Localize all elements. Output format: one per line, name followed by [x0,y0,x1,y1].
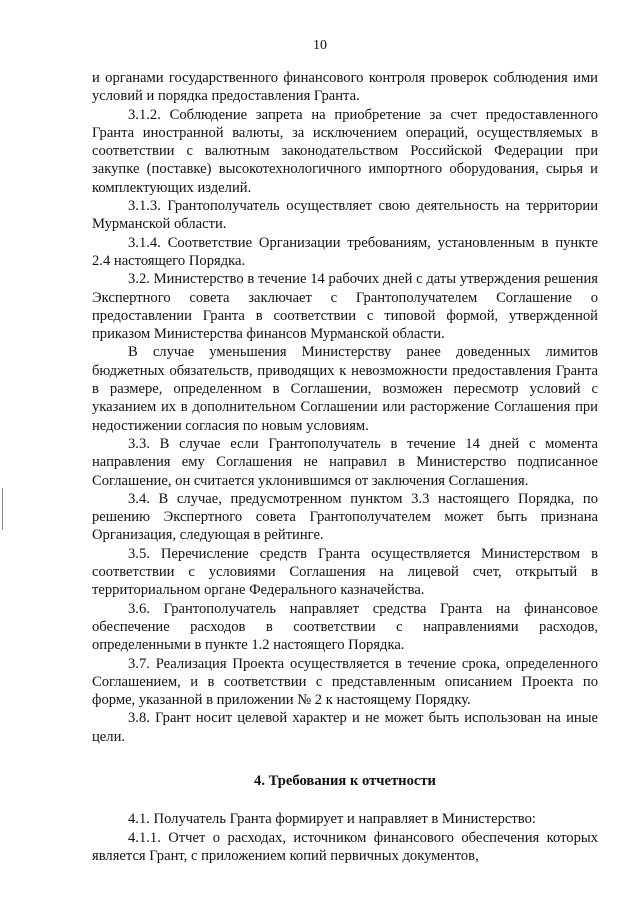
paragraph-4-1: 4.1. Получатель Гранта формирует и направляет в Министерство: [128,811,536,828]
paragraph-3-5: 3.5. Перечисление средств Гранта осуществляется Министерством в соответствии с условиями Соглашения на лицевой счет, открытый в территориальном органе Федерального казначейства. [92,545,598,599]
paragraph-continuation: и органами государственного финансового контроля проверок соблюдения ими условий и порядка предоставления Гранта. [92,70,598,105]
paragraph-3-1-3: 3.1.3. Грантополучатель осуществляет свою деятельность на территории Мурманской области. [92,198,598,233]
paragraph-3-2: 3.2. Министерство в течение 14 рабочих дней с даты утверждения решения Экспертного совета заключает с Грантополучателем Соглашение о предоставлении Гранта в соответствии с типовой формой, утвержденной приказом Министерства финансов Мурманской области. [92,271,598,343]
scan-edge-mark [2,488,3,530]
document-body [92,69,598,865]
paragraph-3-8: 3.8. Грант носит целевой характер и не может быть использован на иные цели. [92,710,598,745]
paragraph-3-3: 3.3. В случае если Грантополучатель в течение 14 дней с момента направления ему Соглашения не направил в Министерство подписанное Соглашение, он считается уклонившимся от заключения Соглашения. [92,435,598,489]
paragraph-3-4: 3.4. В случае, предусмотренном пунктом 3.3 настоящего Порядка, по решению Экспертного совета Грантополучателем может быть признана Организация, следующая в рейтинге. [92,490,598,544]
page-number: 10 [313,38,327,53]
paragraph-3-7: 3.7. Реализация Проекта осуществляется в течение срока, определенного Соглашением, и в соответствии с представленным описанием Проекта по форме, указанной в приложении № 2 к настоящему Порядку. [92,655,598,709]
paragraph-4-1-1: 4.1.1. Отчет о расходах, источником финансового обеспечения которых является Грант, с приложением копий первичных документов, [92,829,598,864]
paragraph-3-1-4: 3.1.4. Соответствие Организации требованиям, установленным в пункте 2.4 настоящего Порядка. [92,234,598,269]
section-heading: 4. Требования к отчетности [254,772,436,789]
paragraph-3-6: 3.6. Грантополучатель направляет средства Гранта на финансовое обеспечение расходов в соответствии с направлениями расходов, определенными в пункте 1.2 настоящего Порядка. [92,600,598,654]
paragraph-3-1-2: 3.1.2. Соблюдение запрета на приобретение за счет предоставленного Гранта иностранной валюты, за исключением операций, осуществляемых в соответствии с валютным законодательством Российской Федерации при закупке (поставке) высокотехнологичного импортного оборудования, сырья и комплектующих изделий. [92,106,598,196]
paragraph-3-2-limits: В случае уменьшения Министерству ранее доведенных лимитов бюджетных обязательств, приводящих к невозможности предоставления Гранта в размере, определенном в Соглашении, возможен пересмотр условий с указанием их в дополнительном Соглашении или расторжение Соглашения при недостижении согласия по новым условиям. [92,344,598,434]
